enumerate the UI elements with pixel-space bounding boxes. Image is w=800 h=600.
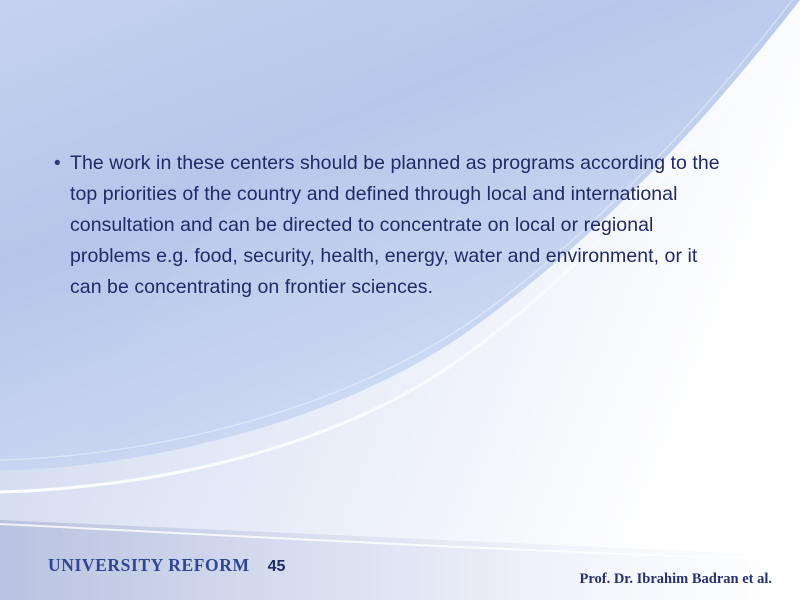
- footer-author: Prof. Dr. Ibrahim Badran et al.: [579, 571, 772, 587]
- slide-body: [48, 148, 728, 303]
- slide-page-number: 45: [267, 558, 286, 575]
- bullet-icon: •: [54, 153, 61, 174]
- list-item: [48, 148, 728, 303]
- footer-left: [48, 555, 285, 576]
- footer-title: UNIVERSITY REFORM: [48, 555, 250, 575]
- bullet-text: The work in these centers should be planned as programs according to the top priorities of the country and defined through local and international consultation and can be directed to concentrate on local or regional problems e.g. food, security, health, energy, water and environment, or it can be concentrating on frontier sciences.: [70, 152, 720, 298]
